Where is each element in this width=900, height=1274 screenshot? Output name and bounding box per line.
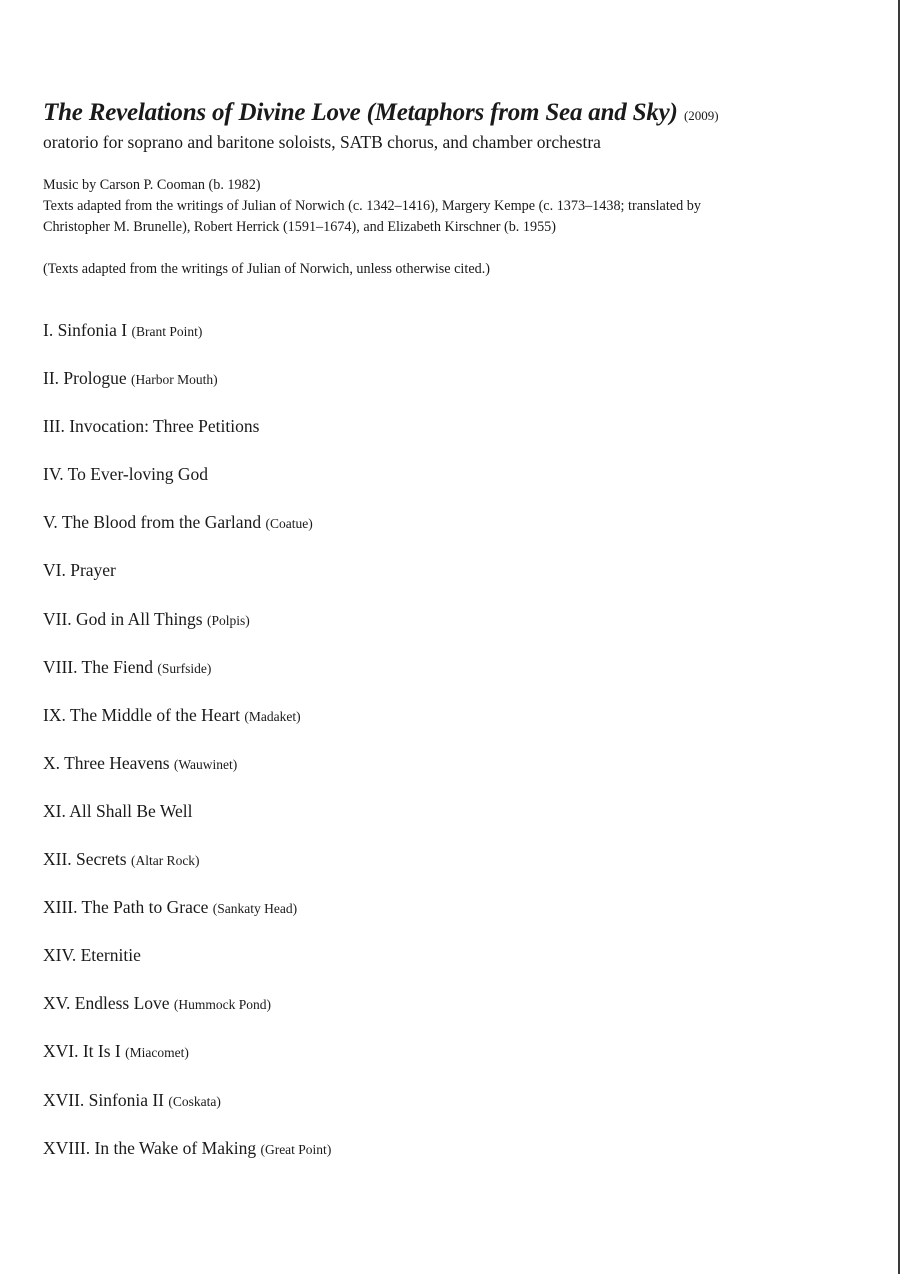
movement-title: II. Prologue [43,368,127,389]
movement-title: X. Three Heavens [43,752,170,773]
movement-title: XVII. Sinfonia II [43,1089,165,1110]
movement-item [43,511,863,533]
movement-location: (Coskata) [168,1093,221,1109]
movement-item [43,944,863,966]
movement-item [43,848,863,870]
movement-location: (Surfside) [157,660,212,676]
texts-credit-line-2: Christopher M. Brunelle), Robert Herrick (1591–1674), and Elizabeth Kirschner (b. 1955) [43,219,556,235]
movement-item [43,367,863,389]
movement-title: VIII. The Fiend [43,656,153,677]
movement-item [43,415,863,437]
movement-item [43,559,863,581]
movement-item [43,463,863,485]
movement-location: (Sankaty Head) [212,901,298,917]
movement-title: I. Sinfonia I [43,320,128,340]
movement-title: XVIII. In the Wake of Making [43,1137,257,1158]
movement-item [43,1137,863,1159]
movement-location: (Hummock Pond) [173,997,272,1013]
movement-item [43,896,863,918]
movement-location: (Miacomet) [125,1045,189,1061]
movement-title: XIV. Eternitie [43,945,141,966]
movement-item [43,800,863,822]
movement-location: (Coatue) [265,516,313,532]
movement-title: XVI. It Is I [43,1041,121,1062]
movement-item [43,1089,863,1111]
movement-title: VI. Prayer [43,560,116,581]
movement-item [43,319,863,341]
movement-title: XIII. The Path to Grace [43,897,209,918]
movement-location: (Madaket) [244,708,301,724]
movement-item [43,608,863,630]
work-year: (2009) [683,108,719,123]
movement-title: III. Invocation: Three Petitions [43,416,260,437]
work-subtitle: oratorio for soprano and baritone soloists, SATB chorus, and chamber orchestra [43,132,601,152]
movement-location: (Wauwinet) [173,756,238,772]
movement-title: VII. God in All Things [43,608,203,629]
movement-location: (Brant Point) [131,324,203,339]
texts-note: (Texts adapted from the writings of Julian of Norwich, unless otherwise cited.) [43,261,490,277]
movement-title: XII. Secrets [43,849,127,870]
movement-title: IX. The Middle of the Heart [43,704,240,725]
music-credit: Music by Carson P. Cooman (b. 1982) [43,177,261,193]
movement-title: V. The Blood from the Garland [43,512,262,533]
movement-title: XV. Endless Love [43,993,170,1014]
movement-location: (Polpis) [207,612,250,628]
movement-title: XI. All Shall Be Well [43,800,193,821]
movement-title: IV. To Ever-loving God [43,464,208,485]
movement-location: (Altar Rock) [130,853,200,869]
movement-item [43,656,863,678]
movement-location: (Great Point) [260,1141,332,1157]
movement-item [43,704,863,726]
movement-list [43,319,863,1159]
movement-item [43,992,863,1014]
texts-credit-line-1: Texts adapted from the writings of Julian of Norwich (c. 1342–1416), Margery Kempe (c. 1373–1438; translated by [43,198,701,214]
movement-item [43,752,863,774]
credits-block [43,175,863,238]
title-line [43,96,863,133]
movement-location: (Harbor Mouth) [130,372,218,388]
document-page [43,96,863,1185]
work-title: The Revelations of Divine Love (Metaphors from Sea and Sky) [43,99,678,126]
movement-item [43,1040,863,1062]
